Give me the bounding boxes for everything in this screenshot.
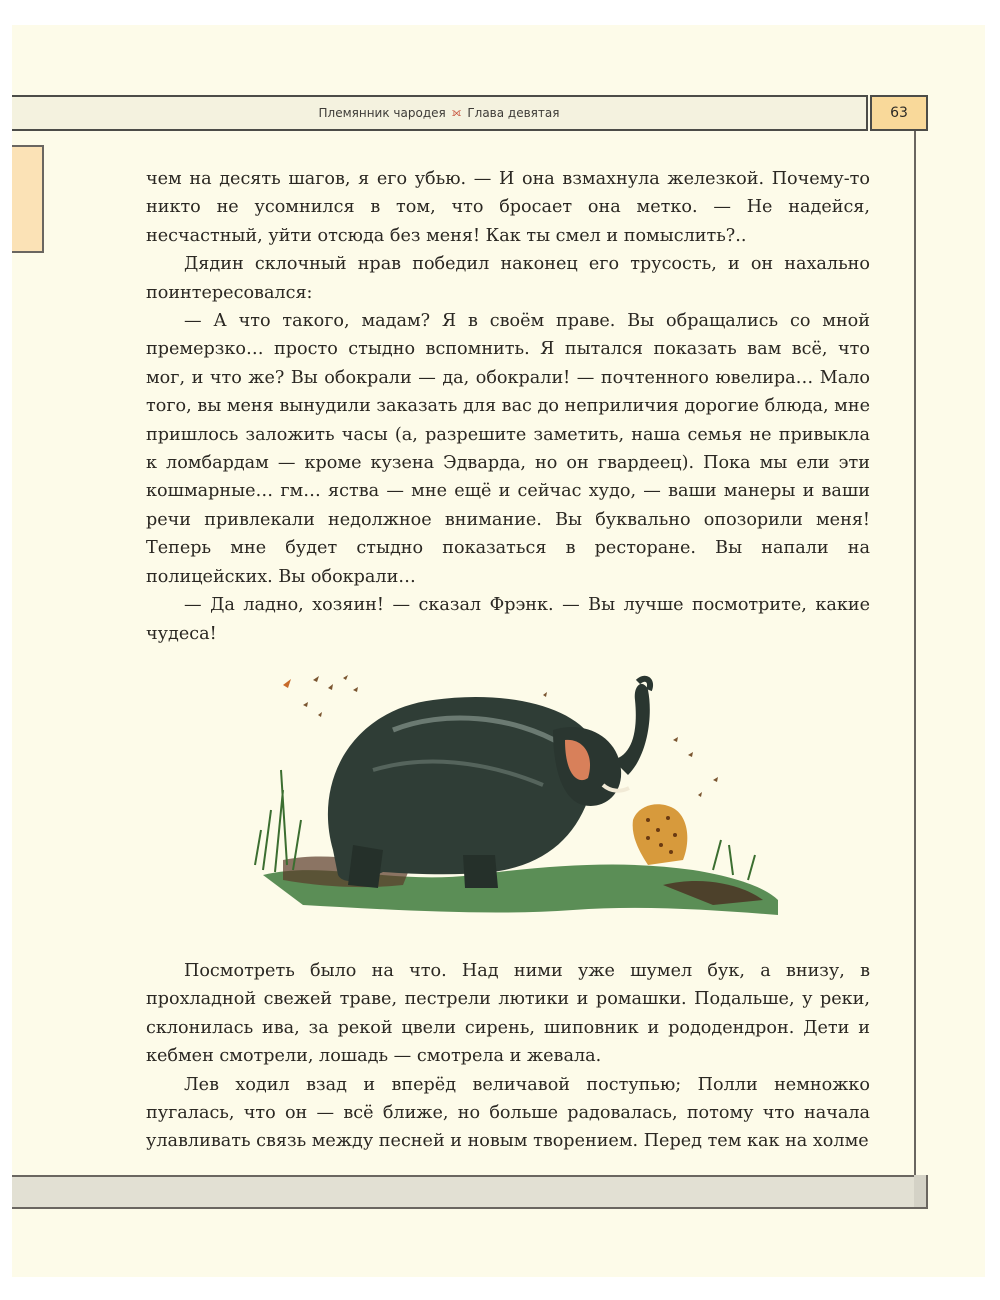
paragraph: — А что такого, мадам? Я в своём праве. Вы обращались со мной премерзко… просто стыдно вспомнить. Я пытался показать вам всё, что мог, и что же? Вы обокрали — да, обокрали! — почтенного ювелира… Мало того, вы меня вынудили заказать для вас до неприличия дорогие блюда, мне пришлось заложить часы (а, разрешите заметить, наша семья не привыкла к ломбардам — кроме кузена Эдварда, но он гвардеец). Пока мы ели эти кошмарные… гм… яства — мне ещё и сейчас худо, — ваши манеры и ваши речи привлекали недолжное внимание. Вы буквально опозорили меня! Теперь мне будет стыдно показаться в ресторане. Вы напали на полицейских. Вы обокрали… [146, 311, 870, 587]
book-title: Племянник чародея [318, 106, 446, 120]
frame-line [914, 131, 916, 1176]
footer-bar [12, 1175, 916, 1209]
paragraph: Посмотреть было на что. Над ними уже шумел бук, а внизу, в прохладной свежей траве, пестрели лютики и ромашки. Подальше, у реки, склонилась ива, за рекой цвели сирень, шиповник и рододендрон. Дети и кебмен смотрели, лошадь — смотрела и жевала. [146, 961, 870, 1067]
chapter-title: Глава девятая [467, 106, 560, 120]
elephant-and-leopard-illustration [243, 660, 778, 945]
separator-icon: ⟗ [451, 106, 462, 119]
page-number: 63 [870, 95, 928, 131]
paragraph: — Да ладно, хозяин! — сказал Фрэнк. — Вы лучше посмотрите, какие чудеса! [146, 595, 870, 644]
paragraph: чем на десять шагов, я его убью. — И она взмахнула железкой. Почему-то никто не усомнился в том, что бросает она метко. — Не надейся, несчастный, уйти отсюда без меня! Как ты смел и помыслить?.. [146, 169, 870, 246]
text-block-bottom [146, 957, 870, 1156]
text-block-top [146, 165, 870, 648]
paragraph: Дядин склочный нрав победил наконец его трусость, и он нахально поинтересовался: [146, 254, 870, 303]
paragraph: Лев ходил взад и вперёд величавой поступью; Полли немножко пугалась, что он — всё ближе, но больше радовалась, потому что начала улавливать связь между песней и новым творением. Перед тем как на холме [146, 1074, 870, 1152]
margin-marker [12, 145, 44, 253]
running-header [12, 95, 868, 131]
footer-bar-edge [914, 1175, 928, 1209]
